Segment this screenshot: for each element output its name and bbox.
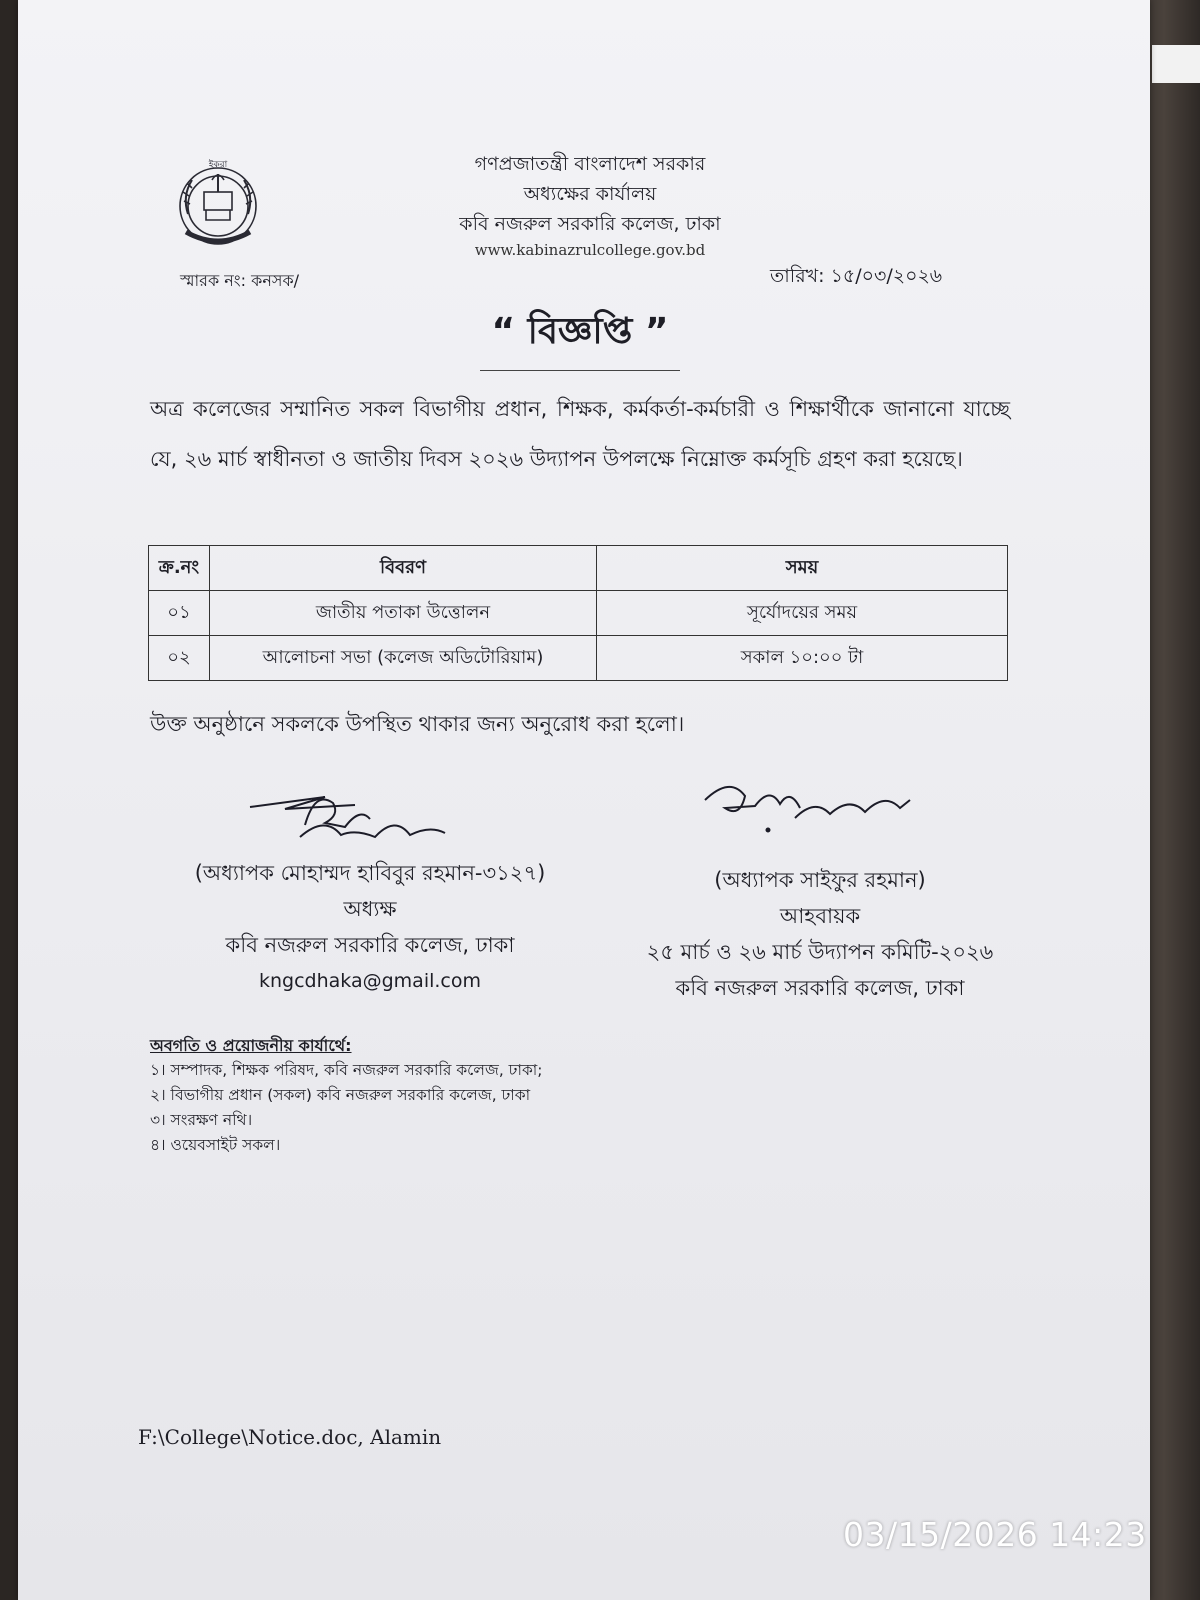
notice-paragraph: অত্র কলেজের সম্মানিত সকল বিভাগীয় প্রধান, শিক্ষক, কর্মকর্তা-কর্মচারী ও শিক্ষার্থীকে জানানো যাচ্ছে যে, ২৬ মার্চ স্বাধীনতা ও জাতীয় দিবস ২০২৬ উদ্যাপন উপলক্ষে নিম্নোক্ত কর্মসূচি গ্রহণ করা হয়েছে। [150,397,1010,471]
cc-item: ৩। সংরক্ষণ নথি। [150,1111,253,1129]
table-cell: জাতীয় পতাকা উত্তোলন [210,591,597,636]
cc-item: ৪। ওয়েবসাইট সকল। [150,1136,281,1154]
college-seal-icon [166,152,270,256]
table-cell: সূর্যোদয়ের সময় [597,591,1008,636]
convener-signature-block [610,862,1030,1006]
file-path: F:\College\Notice.doc, Alamin [138,1425,442,1449]
table-row [149,591,1008,636]
website-url: www.kabinazrulcollege.gov.bd [474,241,706,259]
principal-signature [245,785,475,845]
principal-designation: অধ্যক্ষ [343,897,397,921]
table-cell: আলোচনা সভা (কলেজ অডিটোরিয়াম) [210,636,597,681]
convener-designation: আহবায়ক [779,904,861,928]
table-header: সময় [597,546,1008,591]
closing-request: উক্ত অনুষ্ঠানে সকলকে উপস্থিত থাকার জন্য অনুরোধ করা হলো। [150,712,685,736]
table-row [149,636,1008,681]
cc-item: ২। বিভাগীয় প্রধান (সকল) কবি নজরুল সরকারি কলেজ, ঢাকা [150,1086,531,1104]
principal-signature-block [160,855,580,999]
table-cell: ০২ [149,636,210,681]
notice-date: তারিখ: ১৫/০৩/২০২৬ [770,265,943,287]
principal-email: kngcdhaka@gmail.com [259,970,481,992]
cc-title: অবগতি ও প্রয়োজনীয় কার্যার্থে: [150,1036,352,1055]
table-header: ক্র.নং [149,546,210,591]
notice-title: “ বিজ্ঞপ্তি ” [480,304,680,371]
convener-signature [700,778,930,840]
background-light [1152,45,1200,83]
college-header: কবি নজরুল সরকারি কলেজ, ঢাকা [459,213,721,235]
principal-institution: কবি নজরুল সরকারি কলেজ, ঢাকা [225,933,515,957]
photo-timestamp: 03/15/2026 14:23 [843,1515,1147,1554]
office-header: অধ্যক্ষের কার্যালয় [523,183,657,205]
convener-name: (অধ্যাপক সাইফুর রহমান) [714,868,926,892]
govt-header: গণপ্রজাতন্ত্রী বাংলাদেশ সরকার [474,153,706,175]
table-header: বিবরণ [210,546,597,591]
principal-name: (অধ্যাপক মোহাম্মদ হাবিবুর রহমান-৩১২৭) [194,861,546,885]
program-table [148,545,1008,681]
table-cell: সকাল ১০:০০ টা [597,636,1008,681]
memo-number: স্মারক নং: কনসক/ [180,271,300,290]
table-header-row [149,546,1008,591]
convener-committee: ২৫ মার্চ ও ২৬ মার্চ উদ্যাপন কমিটি-২০২৬ [646,940,994,964]
cc-item: ১। সম্পাদক, শিক্ষক পরিষদ, কবি নজরুল সরকারি কলেজ, ঢাকা; [150,1061,543,1079]
cc-list [150,1033,543,1158]
svg-text:ইকরা: ইকরা [208,160,228,170]
convener-institution: কবি নজরুল সরকারি কলেজ, ঢাকা [675,976,965,1000]
table-cell: ০১ [149,591,210,636]
